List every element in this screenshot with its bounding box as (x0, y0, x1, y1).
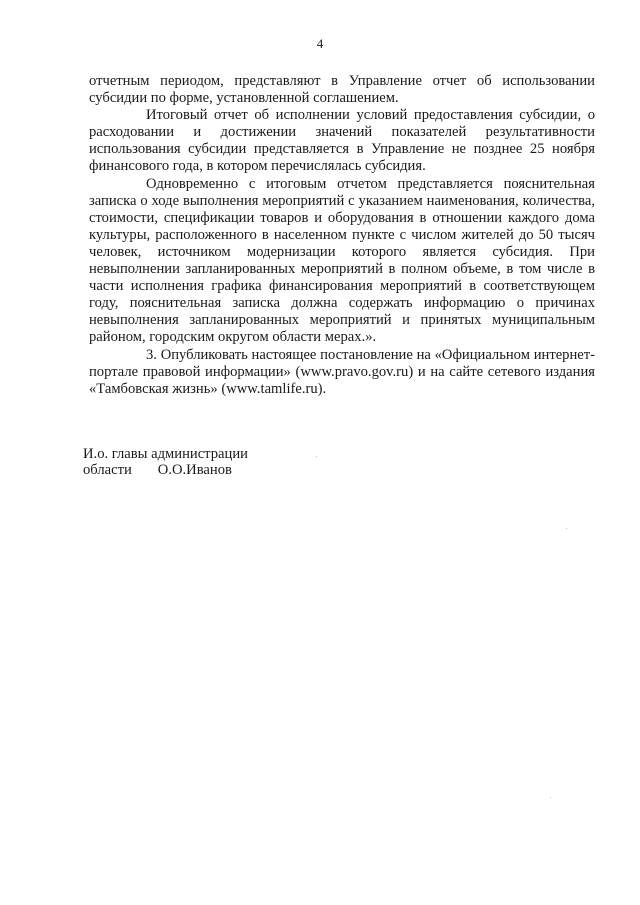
signature-name: О.О.Иванов (157, 462, 232, 478)
document-body (89, 73, 595, 398)
paragraph-final-report: Итоговый отчет об исполнении условий предоставления субсидии, о расходовании и достижении значений показателей результативности использования субсидии представляется в Управление не позднее 25 ноября финансового года, в котором перечислялась субсидия. (89, 107, 595, 175)
signature-block (83, 446, 248, 478)
signature-position-line2: области (83, 462, 132, 478)
paragraph-report-period: отчетным периодом, представляют в Управление отчет об использовании субсидии по форме, установленной соглашением. (89, 73, 595, 107)
paragraph-explanatory-note: Одновременно с итоговым отчетом представляется пояснительная записка о ходе выполнения мероприятий с указанием наименования, количества, стоимости, спецификации товаров и оборудования в отношении каждого дома культуры, расположенного в населенном пункте с числом жителей до 50 тысяч человек, источником модернизации которого является субсидия. При невыполнении запланированных мероприятий в полном объеме, в том числе в части исполнения графика финансирования мероприятий в соответствующем году, пояснительная записка должна содержать информацию о причинах невыполнения запланированных мероприятий и принятых муниципальным районом, городским округом области мерах.». (89, 175, 595, 346)
scan-speck (566, 528, 567, 529)
scan-speck (550, 797, 551, 798)
signature-position-line1: И.о. главы администрации (83, 446, 248, 462)
page-number: 4 (316, 36, 324, 51)
scan-speck (316, 456, 317, 457)
paragraph-publish-resolution: 3. Опубликовать настоящее постановление на «Официальном интернет-портале правовой информации» (www.pravo.gov.ru) и на сайте сетевого издания «Тамбовская жизнь» (www.tamlife.ru). (89, 346, 595, 397)
signature-line2 (83, 462, 248, 478)
